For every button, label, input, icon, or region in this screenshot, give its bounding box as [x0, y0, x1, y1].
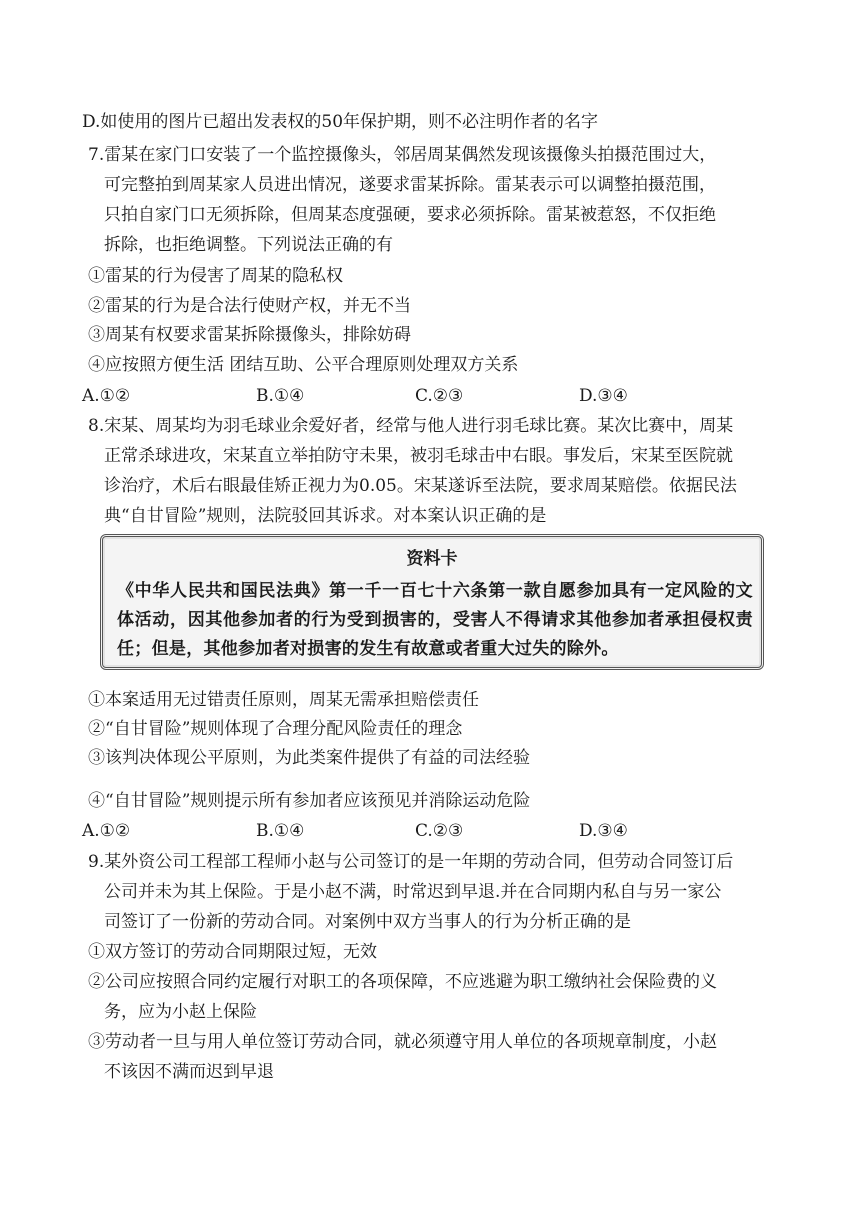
q6-option-d: D.如使用的图片已超出发表权的50年保护期，则不必注明作者的名字	[82, 112, 599, 132]
q9-statement-3: ③劳动者一旦与用人单位签订劳动合同，就必须遵守用人单位的各项规章制度，小赵	[88, 1032, 717, 1052]
q9-statement-2-cont: 务，应为小赵上保险	[104, 1002, 257, 1022]
q9-stem-line: 司签订了一份新的劳动合同。对案例中双方当事人的行为分析正确的是	[104, 912, 631, 932]
q8-options	[82, 819, 782, 843]
q7-statement-3: ③周某有权要求雷某拆除摄像头，排除妨碍	[88, 325, 411, 345]
q7-stem-line: 7.雷某在家门口安装了一个监控摄像头，邻居周某偶然发现该摄像头拍摄范围过大，	[88, 145, 717, 165]
q7-option-b: B.①④	[256, 386, 305, 406]
q8-option-c: C.②③	[415, 821, 464, 841]
q7-stem-line: 可完整拍到周某家人员进出情况，遂要求雷某拆除。雷某表示可以调整拍摄范围，	[104, 175, 716, 195]
info-card	[100, 534, 764, 670]
q9-statement-2: ②公司应按照合同约定履行对职工的各项保障，不应逃避为职工缴纳社会保险费的义	[88, 972, 717, 992]
q7-option-a: A.①②	[82, 386, 131, 406]
q7-statement-2: ②雷某的行为是合法行使财产权，并无不当	[88, 296, 411, 316]
q7-stem-line: 拆除，也拒绝调整。下列说法正确的有	[104, 235, 393, 255]
q8-statement-1: ①本案适用无过错责任原则，周某无需承担赔偿责任	[88, 690, 479, 710]
q7-statement-1: ①雷某的行为侵害了周某的隐私权	[88, 266, 343, 286]
q8-stem-line: 典“自甘冒险”规则，法院驳回其诉求。对本案认识正确的是	[104, 506, 547, 526]
q9-statement-1: ①双方签订的劳动合同期限过短，无效	[88, 942, 377, 962]
q7-stem-line: 只拍自家门口无须拆除，但周某态度强硬，要求必须拆除。雷某被惹怒，不仅拒绝	[104, 205, 716, 225]
q9-stem-line: 公司并未为其上保险。于是小赵不满，时常迟到早退.并在合同期内私自与另一家公	[104, 882, 722, 902]
q8-option-d: D.③④	[579, 821, 628, 841]
q8-option-a: A.①②	[82, 821, 131, 841]
q8-stem-line: 8.宋某、周某均为羽毛球业余爱好者，经常与他人进行羽毛球比赛。某次比赛中，周某	[88, 416, 734, 436]
info-card-title: 资料卡	[406, 549, 458, 569]
q8-statement-3: ③该判决体现公平原则，为此类案件提供了有益的司法经验	[88, 748, 530, 768]
q9-statement-3-cont: 不该因不满而迟到早退	[104, 1062, 274, 1082]
q8-statement-4: ④“自甘冒险”规则提示所有参加者应该预见并消除运动危险	[88, 791, 531, 811]
q8-option-b: B.①④	[256, 821, 305, 841]
q8-stem-line: 诊治疗，术后右眼最佳矫正视力为0.05。宋某遂诉至法院，要求周某赔偿。依据民法	[104, 476, 737, 496]
q7-statement-4: ④应按照方便生活 团结互助、公平合理原则处理双方关系	[88, 355, 519, 375]
q7-option-c: C.②③	[415, 386, 464, 406]
q7-options	[82, 384, 782, 408]
q9-stem-line: 9.某外资公司工程部工程师小赵与公司签订的是一年期的劳动合同，但劳动合同签订后	[88, 852, 734, 872]
q7-option-d: D.③④	[579, 386, 628, 406]
q8-statement-2: ②“自甘冒险”规则体现了合理分配风险责任的理念	[88, 719, 463, 739]
q8-stem-line: 正常杀球进攻，宋某直立举拍防守未果，被羽毛球击中右眼。事发后，宋某至医院就	[104, 446, 733, 466]
info-card-text: 《中华人民共和国民法典》第一千一百七十六条第一款自愿参加具有一定风险的文体活动，因其他参加者的行为受到损害的，受害人不得请求其他参加者承担侵权责任；但是，其他参加者对损害的发生有故意或者重大过失的除外。	[117, 581, 753, 659]
